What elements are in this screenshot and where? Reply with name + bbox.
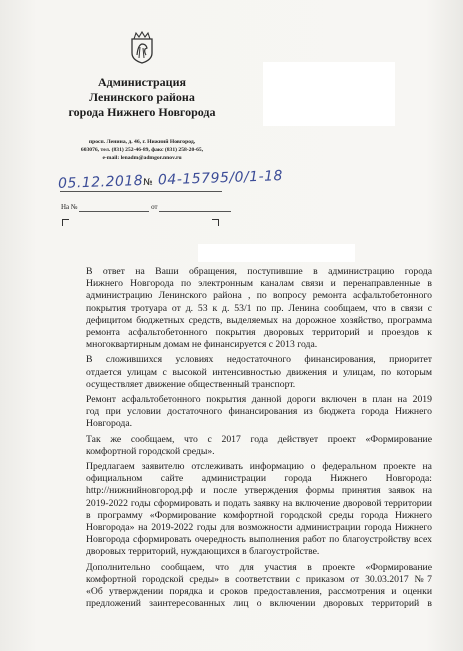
registration-underline [60,191,222,192]
coat-of-arms-icon [129,31,155,64]
handwritten-registration [58,168,283,192]
ref-number-blank [79,203,149,212]
paragraph: Дополнительно сообщаем, что для участия в проекте «Формирование комфортной городской среды» в соответствии с приказом от 30.03.2017 №7 «Об утверждении порядка и сроков предоставления, рассмотрения и оценки предложений заинтересованных лиц о включении дворовых территорий в [86,561,432,610]
handwritten-date: 05.12.2018 [57,172,144,192]
paragraph: Так же сообщаем, что с 2017 года действует проект «Формирование комфортной городской среды». [86,433,432,457]
paragraph: В сложившихся условиях недостаточного финансирования, приоритет отдается улицам с высокой интенсивностью движения и улицам, по которым осуществляет движение общественный транспорт. [86,354,432,390]
paragraph: В ответ на Ваши обращения, поступившие в администрацию города Нижнего Новгорода по электронным каналам связи и перенаправленные в администрацию Ленинского района , по вопросу ремонта асфальтобетонного покрытия тротуара от д. 53 к д. 53/1 по пр. Ленина сообщаем, что в связи с дефицитом бюджетных средств, выделяемых на дорожное хозяйство, программа ремонта асфальтобетонного покрытия дворовых территорий и проездов к многоквартирным домам не финансируется с 2013 года. [86,266,432,351]
number-sign: № [143,177,154,188]
recipient-redaction [263,62,395,126]
ref-na-label: На № [61,203,78,211]
address-field-corner-left [62,219,69,226]
contact-info [62,138,222,162]
address-line: просп. Ленина, д. 46, г. Нижний Новгород, [88,139,196,145]
ref-ot-label: от [151,203,158,211]
address-field-corner-right [212,219,219,226]
paragraph: Предлагаем заявителю отслеживать информацию о федеральном проекте на официальном сайте администрации города Нижнего Новгорода: http://нижнийновгород.рф и после утверждения формы принятия заявок на 2019-2022 годы сформировать и подать заявку на включение дворовой территории в программу «Формирование комфортной городской среды города Нижнего Новгорода» на 2019-2022 годы для возможности администрации города Нижнего Новгорода сформировать очередность выполнения работ по благоустройству всех дворовых территорий, нуждающихся в благоустройстве. [86,461,432,558]
org-line: Администрация [97,75,186,89]
org-line: Ленинского района [89,90,195,104]
paragraph: Ремонт асфальтобетонного покрытия данной дороги включен в план на 2019 год при условии достаточного финансирования из бюджета города Нижнего Новгорода. [86,394,432,430]
salutation-redaction [198,244,355,262]
letter-body [62,266,432,613]
ref-date-blank [159,203,231,212]
email-line: e-mail: lenadm@admgor.nnov.ru [102,155,182,161]
reference-line [61,203,231,212]
phone-line: 603076, тел. (831) 252-46-89, факс (831) 258-20-65, [80,147,204,153]
handwritten-number: 04-15795/0/1-18 [157,168,284,189]
organization-name [62,75,222,120]
org-line: города Нижнего Новгорода [68,105,216,119]
